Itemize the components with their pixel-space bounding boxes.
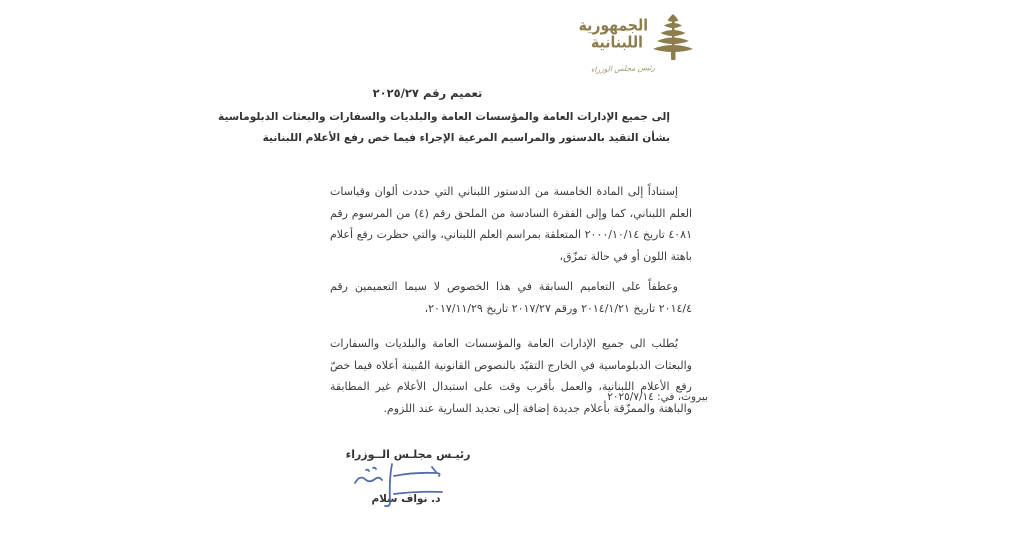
dateline: بيروت، في: ٢٠٢٥/٧/١٤ (607, 391, 708, 403)
emblem-calligraphy-line2: اللبنانية (591, 33, 643, 53)
subject-line: بشأن التقيد بالدستور والمراسيم المرعية الإجراء فيما خص رفع الأعلام اللبنانية (262, 132, 670, 144)
handwritten-signature (348, 460, 460, 512)
cedar-tree-icon (650, 12, 696, 62)
emblem-script-title: رئيس مجلس الوزراء (590, 62, 656, 75)
body-paragraph-1: إستناداً إلى المادة الخامسة من الدستور اللبناني التي حددت ألوان وقياسات العلم اللبناني، كما وإلى الفقرة السادسة من الملحق رقم (٤) من المرسوم رقم ٤٠٨١ تاريخ ٢٠٠٠/١٠/١٤ المتعلقة بمراسم العلم اللبناني، والتي حظرت رفع أعلام باهتة اللون أو في حالة تمزّق، (330, 185, 693, 263)
body-paragraph-3: يُطلب الى جميع الإدارات العامة والمؤسسات العامة والبلديات والسفارات والبعثات الدبلوماسية في الخارج التقيّد بالنصوص القانونية المُبينة أعلاه فيما خصّ رفع الأعلام اللبنانية، والعمل بأقرب وقت على استبدال الأعلام غير المطابقة والباهتة والممزّقة بأعلام جديدة إضافة إلى تجديد السارية عند اللزوم. (330, 337, 692, 415)
circular-number: تعميم رقم ٢٠٢٥/٢٧ (372, 86, 483, 100)
emblem-calligraphy-line1: الجمهورية (578, 16, 648, 35)
body-paragraph-2: وعطفاً على التعاميم السابقة في هذا الخصوص لا سيما التعميمين رقم ٢٠١٤/٤ تاريخ ٢٠١٤/١/٢١ ورقم ٢٠١٧/٢٧ تاريخ ٢٠١٧/١١/٢٩، (330, 280, 692, 315)
signatory-title: رئيـس مجلـس الــوزراء (345, 448, 471, 461)
lebanese-republic-emblem (578, 12, 698, 84)
addressees-line: إلى جميع الإدارات العامة والمؤسسات العامة والبلديات والسفارات والبعثات الدبلوماسية (218, 111, 670, 123)
circular-header (218, 86, 670, 149)
circular-body (330, 181, 692, 419)
emblem-calligraphy (578, 16, 648, 53)
signatory-name: د. نواف سلام (371, 493, 441, 505)
